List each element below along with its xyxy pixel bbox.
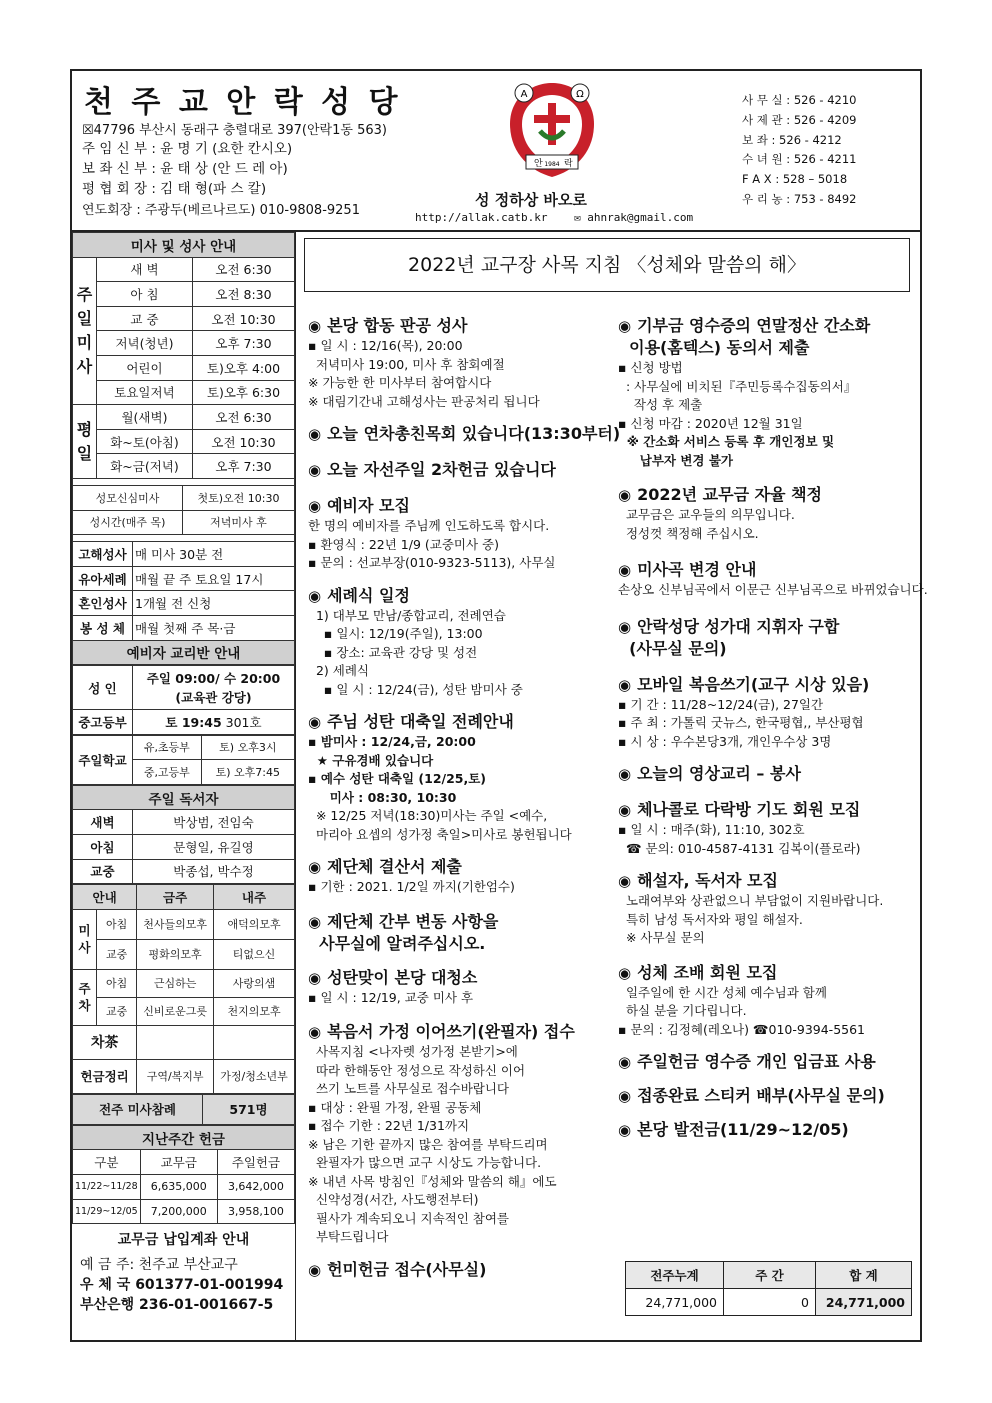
- bulletin-frame: [70, 69, 928, 1342]
- sacrament-info: 매 미사 30분 전: [133, 542, 295, 567]
- mass-name: 토요일저녁: [97, 380, 193, 405]
- adult-schedule: [133, 666, 295, 710]
- notice-line: 정성껏 책정해 주십시오.: [618, 525, 759, 541]
- weekly-title: 지난주간 헌금: [73, 1125, 295, 1150]
- catechumen-title: 예비자 교리반 안내: [73, 640, 295, 665]
- notice-heading: [618, 1085, 918, 1107]
- bullet-icon: ◉: [308, 425, 322, 443]
- notice-line: ※ 가능한 한 미사부터 참여합시다: [308, 375, 492, 390]
- notice-line: ▪ 주 최 : 가톨릭 굿뉴스, 한국평협,, 부산평협: [618, 715, 864, 730]
- weekly-period: 11/22~11/28: [73, 1175, 141, 1200]
- special-name: 성모신심미사: [73, 485, 183, 510]
- duty-mass-time: 아침: [97, 909, 137, 939]
- notice-line: 손상오 신부님곡에서 이문근 신부님곡으로 바뀌었습니다.: [618, 582, 928, 597]
- svg-text:A: A: [520, 89, 528, 100]
- notice-line: ▪ 일 시 : 12/24(금), 성탄 밤미사 중: [308, 681, 523, 697]
- notice-block: [618, 1051, 918, 1073]
- notice-line: ※ 대림기간내 고해성사는 판공처리 됩니다: [308, 393, 540, 409]
- mass-title: 미사 및 성사 안내: [73, 233, 295, 258]
- bullet-icon: ◉: [618, 963, 632, 982]
- notice-block: [308, 459, 608, 481]
- notice-line: 2) 세례식: [308, 663, 369, 678]
- sunday-school-table: [72, 735, 295, 785]
- duty-mass-label: 미 사: [73, 909, 97, 969]
- bullet-icon: ◉: [308, 586, 322, 605]
- notice-block: [618, 1085, 918, 1107]
- svg-text:1984: 1984: [544, 161, 560, 168]
- notice-heading-cont: 사무실에 알려주십시오.: [308, 933, 486, 953]
- notice-line: ▪ 예수 성탄 대축일 (12/25,토): [308, 771, 487, 786]
- svg-text:안: 안: [534, 159, 543, 169]
- notice-line: 부탁드립니다: [308, 1229, 389, 1244]
- assistant-line: 보 좌 신 부 : 윤 태 상 (안 드 레 아): [82, 161, 288, 177]
- sacrament-name: 고해성사: [73, 542, 133, 567]
- mass-name: 월(새벽): [97, 405, 193, 430]
- church-logo: [502, 79, 602, 181]
- weekly-head: 교무금: [140, 1150, 217, 1175]
- svg-text:락: 락: [564, 159, 573, 169]
- notice-line: 1) 대부모 만남/종합교리, 전례연습: [308, 607, 506, 623]
- duty-this-week: 신비로운그릇: [137, 997, 214, 1025]
- website-link[interactable]: http://allak.catb.kr: [415, 211, 548, 224]
- mass-time: 오전 10:30: [192, 429, 294, 454]
- sacrament-name: 봉 성 체: [73, 615, 133, 640]
- duty-this-week: 천사들의모후: [137, 909, 214, 939]
- notice-heading: [308, 967, 608, 989]
- notice-column-left: [308, 315, 621, 1281]
- fund-head: 합 계: [816, 1262, 912, 1289]
- bullet-icon: ◉: [308, 1260, 322, 1279]
- notice-block: [308, 1021, 608, 1247]
- notice-heading: [308, 315, 608, 337]
- notice-line: ▪ 기한 : 2021. 1/2일 까지(기한엄수): [308, 879, 515, 894]
- contact-line: 수 녀 원 : 526 - 4211: [742, 152, 857, 167]
- mass-name: 아 침: [97, 282, 193, 307]
- attendance-table: [72, 1094, 295, 1125]
- notice-block: [308, 856, 608, 897]
- contact-web: [415, 211, 693, 224]
- weekday-label: 평 일: [73, 405, 97, 479]
- account-bank: 부산은행 236-01-001667-5: [80, 1297, 274, 1314]
- notice-heading: [308, 1021, 608, 1043]
- adult-label: 성 인: [73, 666, 133, 710]
- notice-block: [308, 423, 621, 445]
- account-title: 교무금 납입계좌 안내: [117, 1232, 250, 1249]
- contact-line: 사 제 관 : 526 - 4209: [742, 112, 857, 127]
- notice-block: [308, 711, 608, 844]
- reader-mass: 교중: [73, 859, 133, 884]
- notice-heading: [618, 559, 918, 581]
- notice-line: 신약성경(서간, 사도행전부터): [308, 1192, 479, 1207]
- contact-line: F A X : 528 – 5018: [742, 172, 848, 187]
- bullet-icon: ◉: [308, 1023, 322, 1041]
- bullet-icon: ◉: [308, 317, 322, 335]
- notice-line: 사목지침 <나자렛 성가정 본받기>에: [308, 1044, 518, 1059]
- notice-line: 특히 남성 독서자와 평일 해설자.: [618, 911, 803, 927]
- notice-heading: [308, 459, 608, 481]
- fund-head: 전주누계: [626, 1262, 724, 1289]
- special-time: 저녁미사 후: [183, 510, 295, 535]
- catechumen-table: [72, 665, 295, 735]
- notice-column-right: [618, 315, 928, 1141]
- notice-block: [618, 559, 928, 600]
- account-list: [72, 1249, 295, 1315]
- notice-heading: [308, 585, 608, 607]
- notice-line: 납부자 변경 불가: [618, 452, 733, 468]
- weekly-sunday: 3,642,000: [217, 1175, 294, 1200]
- notice-line: 미사 : 08:30, 10:30: [308, 789, 457, 805]
- reader-names: 박상범, 전임숙: [133, 810, 295, 835]
- duty-table: [72, 884, 295, 1094]
- notice-line: ☎ 문의: 010-4587-4131 김복이(플로라): [618, 840, 861, 856]
- bullet-icon: ◉: [308, 968, 322, 987]
- notice-line: ▪ 신청 방법: [618, 360, 683, 375]
- notice-block: [618, 962, 918, 1040]
- bullet-icon: ◉: [618, 1087, 632, 1105]
- mass-time: 오후 7:30: [192, 331, 294, 356]
- pastor-line: 주 임 신 부 : 윤 명 기 (요한 칸시오): [82, 141, 293, 157]
- tea-next-week: [214, 1025, 295, 1059]
- bullet-icon: ◉: [618, 617, 632, 636]
- mass-name: 화~토(아침): [97, 429, 193, 454]
- notice-heading-text: 모바일 복음쓰기(교구 시상 있음): [637, 674, 870, 694]
- notice-block: [618, 870, 918, 948]
- notice-line: 한 명의 예비자를 주님께 인도하도록 합시다.: [308, 518, 550, 533]
- mass-time: 토)오후 4:00: [192, 355, 294, 380]
- notice-heading: [618, 315, 918, 337]
- mass-time: 오전 6:30: [192, 257, 294, 282]
- notice-line: : 사무실에 비치된『주민등록수집동의서』: [618, 378, 857, 394]
- notice-heading: [618, 763, 918, 785]
- notice-line: 필사가 계속되오니 지속적인 참여를: [308, 1210, 509, 1226]
- school-label: 주일학교: [73, 735, 133, 784]
- bullet-icon: ◉: [618, 801, 632, 819]
- notice-line: ※ 남은 기한 끝까지 많은 참여를 부탁드리며: [308, 1136, 548, 1152]
- duty-this-week: 평화의모후: [137, 939, 214, 969]
- mass-time: 토)오후 6:30: [192, 380, 294, 405]
- offering-next-week: 가정/청소년부: [214, 1059, 295, 1093]
- notice-line: 노래여부와 상관없으니 부담없이 지원바랍니다.: [618, 893, 884, 908]
- address: ☒47796 부산시 동래구 충렬대로 397(안락1동 563): [82, 123, 387, 138]
- notice-heading-text: 안락성당 성가대 지휘자 구합: [637, 616, 840, 636]
- notice-line: ▪ 일 시 : 12/16(목), 20:00: [308, 338, 463, 353]
- school-group: 유,초등부: [133, 735, 202, 760]
- sacrament-info: 매월 끝 주 토요일 17시: [133, 566, 295, 591]
- duty-this-week: 근심하는: [137, 969, 214, 997]
- notice-line: ▪ 일시: 12/19(주일), 13:00: [308, 626, 483, 641]
- mass-name: 저녁(청년): [97, 331, 193, 356]
- weekly-head: 구분: [73, 1150, 141, 1175]
- readers-title: 주일 독서자: [73, 785, 295, 810]
- notice-heading: [308, 423, 621, 445]
- bullet-icon: ◉: [618, 317, 632, 335]
- mass-time: 오전 8:30: [192, 282, 294, 307]
- bullet-icon: ◉: [308, 912, 322, 931]
- duty-head: 내주: [214, 885, 295, 910]
- notice-block: [308, 315, 608, 411]
- duty-head: 금주: [137, 885, 214, 910]
- duty-mass-time: 교중: [97, 939, 137, 969]
- notice-heading-text: 본당 합동 판공 성사: [327, 316, 468, 335]
- mass-name: 화~금(저녁): [97, 454, 193, 479]
- notice-line: 저녁미사 19:00, 미사 후 참회예절: [308, 356, 505, 372]
- mass-time: 오후 7:30: [192, 454, 294, 479]
- notice-block: [308, 1259, 608, 1281]
- patron-saint: 성 정하상 바오로: [475, 191, 587, 209]
- notice-heading-text: 성탄맞이 본당 대청소: [327, 967, 478, 987]
- notice-block: [618, 674, 918, 752]
- weekly-gyomu: 6,635,000: [140, 1175, 217, 1200]
- notice-heading-text: 접종완료 스티커 배부(사무실 문의): [637, 1086, 885, 1105]
- adult-time: 주일 09:00/ 수 20:00: [146, 670, 281, 686]
- adult-place: (교육관 강당): [175, 689, 252, 705]
- mass-name: 새 벽: [97, 257, 193, 282]
- notice-line: ★ 구유경배 있습니다: [308, 752, 434, 768]
- notice-line: ▪ 일 시 : 12/19, 교중 미사 후: [308, 989, 474, 1005]
- mass-time: 오전 10:30: [192, 306, 294, 331]
- notice-heading-text: 오늘 자선주일 2차헌금 있습니다: [327, 460, 556, 479]
- development-fund-table: [625, 1261, 912, 1316]
- notice-heading: [308, 911, 608, 933]
- notice-heading: [618, 1051, 918, 1073]
- duty-parking-time: 교중: [97, 997, 137, 1025]
- account-holder: 예 금 주: 천주교 부산교구: [80, 1257, 238, 1274]
- notice-block: [618, 799, 918, 858]
- notice-block: [618, 616, 918, 660]
- notice-heading-cont: (사무실 문의): [618, 638, 727, 658]
- notice-heading-text: 헌미헌금 접수(사무실): [327, 1259, 487, 1279]
- duty-next-week: 애덕의모후: [214, 909, 295, 939]
- duty-next-week: 천지의모후: [214, 997, 295, 1025]
- notice-heading-text: 미사곡 변경 안내: [637, 560, 757, 579]
- reader-mass: 새벽: [73, 810, 133, 835]
- notice-line: 하실 분을 기다립니다.: [618, 1003, 747, 1018]
- notice-block: [618, 1119, 918, 1141]
- notice-block: [308, 585, 608, 700]
- school-time: 토) 오후3시: [201, 735, 294, 760]
- youth-label: 중고등부: [73, 710, 133, 735]
- school-time: 토) 오후7:45: [201, 760, 294, 785]
- duty-parking-time: 아침: [97, 969, 137, 997]
- sacrament-name: 유아세례: [73, 566, 133, 591]
- mass-name: 어린이: [97, 355, 193, 380]
- notice-line: ▪ 문의 : 김정혜(레오나) ☎010-9394-5561: [618, 1021, 866, 1037]
- sacrament-info: 매월 첫째 주 목·금: [133, 615, 295, 640]
- notice-line: ▪ 일 시 : 매주(화), 11:10, 302호: [618, 822, 805, 837]
- contact-line: 우 리 농 : 753 - 8492: [742, 191, 857, 206]
- youth-time: 토 19:45: [165, 714, 222, 730]
- notice-heading: [618, 674, 918, 696]
- fund-head: 주 간: [724, 1262, 816, 1289]
- weekly-gyomu: 7,200,000: [140, 1199, 217, 1224]
- notice-heading: [618, 1119, 918, 1141]
- notice-heading: [618, 616, 918, 638]
- notice-line: ※ 사무실 문의: [618, 930, 705, 945]
- tea-this-week: [137, 1025, 214, 1059]
- notice-heading-text: 성체 조배 회원 모집: [637, 962, 778, 982]
- offering-label: 헌금정리: [73, 1059, 137, 1093]
- notice-heading: [308, 1259, 608, 1281]
- page-title: 2022년 교구장 사목 지침 〈성체와 말씀의 해〉: [304, 238, 910, 292]
- youth-room: 301호: [225, 714, 262, 730]
- notice-line: ▪ 문의 : 선교부장(010-9323-5113), 사무실: [308, 555, 556, 570]
- sunday-label: 주 일 미 사: [73, 257, 97, 405]
- notice-line: ▪ 시 상 : 우수본당3개, 개인우수상 3명: [618, 733, 832, 749]
- notice-line: ▪ 신청 마감 : 2020년 12월 31일: [618, 415, 803, 431]
- attendance-value: 571명: [203, 1094, 295, 1124]
- notice-heading-cont: 이용(홈텍스) 동의서 제출: [618, 338, 810, 357]
- notice-heading-text: 제단체 결산서 제출: [327, 857, 462, 876]
- svg-text:Ω: Ω: [576, 89, 584, 100]
- fund-weekly: 0: [724, 1289, 816, 1316]
- bullet-icon: ◉: [308, 713, 322, 731]
- notice-heading: [618, 870, 918, 892]
- notice-block: [308, 495, 608, 573]
- notice-heading-text: 세례식 일정: [327, 585, 410, 605]
- church-name: 천 주 교 안 락 성 당: [84, 85, 402, 120]
- notice-line: ▪ 환영식 : 22년 1/9 (교중미사 중): [308, 536, 499, 552]
- notice-line: ▪ 접수 기한 : 22년 1/31까지: [308, 1118, 470, 1133]
- notice-block: [308, 911, 608, 955]
- contact-line: 보 좌 : 526 - 4212: [742, 132, 842, 147]
- special-time: 첫토)오전 10:30: [183, 485, 295, 510]
- notice-heading-text: 오늘의 영상교리 – 봉사: [637, 764, 801, 783]
- tea-label: 차茶: [73, 1025, 137, 1059]
- bullet-icon: ◉: [618, 561, 632, 579]
- bullet-icon: ◉: [308, 461, 322, 479]
- left-sidebar: [72, 232, 296, 1340]
- fund-cumulative: 24,771,000: [626, 1289, 724, 1316]
- notice-heading-text: 2022년 교무금 자율 책정: [637, 485, 822, 504]
- notice-line: ▪ 밤미사 : 12/24,금, 20:00: [308, 734, 476, 749]
- notice-block: [308, 967, 608, 1008]
- notice-heading-text: 주님 성탄 대축일 전례안내: [327, 712, 514, 731]
- bullet-icon: ◉: [618, 872, 632, 890]
- notice-heading-text: 해설자, 독서자 모집: [637, 871, 778, 890]
- readers-table: [72, 785, 295, 884]
- notice-heading: [308, 495, 608, 517]
- sacrament-name: 혼인성사: [73, 591, 133, 616]
- notice-line: ▪ 기 간 : 11/28~12/24(금), 27일간: [618, 696, 824, 712]
- offering-this-week: 구역/복지부: [137, 1059, 214, 1093]
- notice-block: [618, 763, 918, 785]
- mass-schedule-table: [72, 232, 295, 479]
- notice-line: ▪ 장소: 교육관 강당 및 성전: [308, 644, 478, 660]
- fund-total: 24,771,000: [816, 1289, 912, 1316]
- weekly-head: 주일헌금: [217, 1150, 294, 1175]
- reader-mass: 아침: [73, 835, 133, 860]
- notice-heading-text: 기부금 영수증의 연말정산 간소화: [637, 316, 871, 335]
- sacrament-info: 1개월 전 신청: [133, 591, 295, 616]
- notice-block: [618, 315, 918, 470]
- notice-line: ※ 내년 사목 방침인『성체와 말씀의 해』에도: [308, 1173, 557, 1189]
- duty-next-week: 사랑의샘: [214, 969, 295, 997]
- bullet-icon: ◉: [618, 675, 632, 694]
- notice-heading: [308, 856, 608, 878]
- notice-line: 완필자가 많으면 교구 시상도 가능합니다.: [308, 1155, 542, 1170]
- notice-heading: [618, 962, 918, 984]
- notice-heading-text: 주일헌금 영수증 개인 입금표 사용: [637, 1052, 876, 1071]
- notice-heading-text: 본당 발전금(11/29~12/05): [637, 1120, 849, 1139]
- reader-names: 박종섭, 박수정: [133, 859, 295, 884]
- notice-heading: [618, 799, 918, 821]
- reader-names: 문형일, 유길영: [133, 835, 295, 860]
- mass-name: 교 중: [97, 306, 193, 331]
- youth-schedule: [133, 710, 295, 735]
- duty-parking-label: 주 차: [73, 969, 97, 1025]
- bullet-icon: ◉: [618, 486, 632, 504]
- bullet-icon: ◉: [618, 1121, 632, 1139]
- duty-next-week: 티없으신: [214, 939, 295, 969]
- bullet-icon: ◉: [308, 858, 322, 876]
- council-line: 평 협 회 장 : 김 태 형(파 스 칼): [82, 181, 267, 197]
- notice-line: 작성 후 제출: [618, 397, 703, 412]
- bullet-icon: ◉: [618, 1053, 632, 1071]
- bullet-icon: ◉: [308, 497, 322, 515]
- notice-line: 따라 한해동안 정성으로 작성하신 이어: [308, 1062, 526, 1078]
- notice-line: ※ 간소화 서비스 등록 후 개인정보 및: [618, 434, 835, 449]
- notice-heading-text: 체나콜로 다락방 기도 회원 모집: [637, 800, 861, 819]
- weekly-offering-table: [72, 1125, 295, 1224]
- notice-line: 마리아 요셉의 성가정 축일>미사로 봉헌됩니다: [308, 826, 572, 842]
- notice-line: ※ 12/25 저녁(18:30)미사는 주일 <예수,: [308, 808, 548, 823]
- notice-line: 교무금은 교우들의 의무입니다.: [618, 507, 795, 522]
- notice-heading-text: 복음서 가정 이어쓰기(완필자) 접수: [327, 1022, 575, 1041]
- notice-line: 쓰기 노트를 사무실로 접수바랍니다: [308, 1081, 509, 1096]
- notice-heading: [308, 711, 608, 733]
- notice-block: [618, 484, 918, 543]
- school-group: 중,고등부: [133, 760, 202, 785]
- duty-head: 안내: [73, 885, 137, 910]
- mass-time: 오전 6:30: [192, 405, 294, 430]
- notice-heading-text: 예비자 모집: [327, 496, 410, 515]
- bullet-icon: ◉: [618, 765, 632, 783]
- notice-line: ▪ 대상 : 완필 가정, 완필 공동체: [308, 1099, 482, 1115]
- notice-heading-text: 오늘 연차총친목회 있습니다(13:30부터): [327, 424, 621, 443]
- attendance-label: 전주 미사참례: [73, 1094, 203, 1124]
- special-mass-table: [72, 485, 295, 535]
- notice-heading-text: 제단체 간부 변동 사항을: [327, 911, 499, 931]
- contact-list: [742, 91, 857, 210]
- special-name: 성시간(매주 목): [73, 510, 183, 535]
- email-link[interactable]: ✉ ahnrak@gmail.com: [573, 211, 694, 224]
- notice-line: 일주일에 한 시간 성체 예수님과 함께: [618, 984, 827, 1000]
- weekly-sunday: 3,958,100: [217, 1199, 294, 1224]
- sacrament-table: [72, 541, 295, 665]
- contact-line: 사 무 실 : 526 - 4210: [742, 93, 857, 107]
- weekly-period: 11/29~12/05: [73, 1199, 141, 1224]
- notice-heading: [618, 484, 918, 506]
- yeondo-line: 연도회장 : 주광두(베르나르도) 010-9808-9251: [82, 203, 360, 218]
- account-post: 우 체 국 601377-01-001994: [80, 1277, 284, 1294]
